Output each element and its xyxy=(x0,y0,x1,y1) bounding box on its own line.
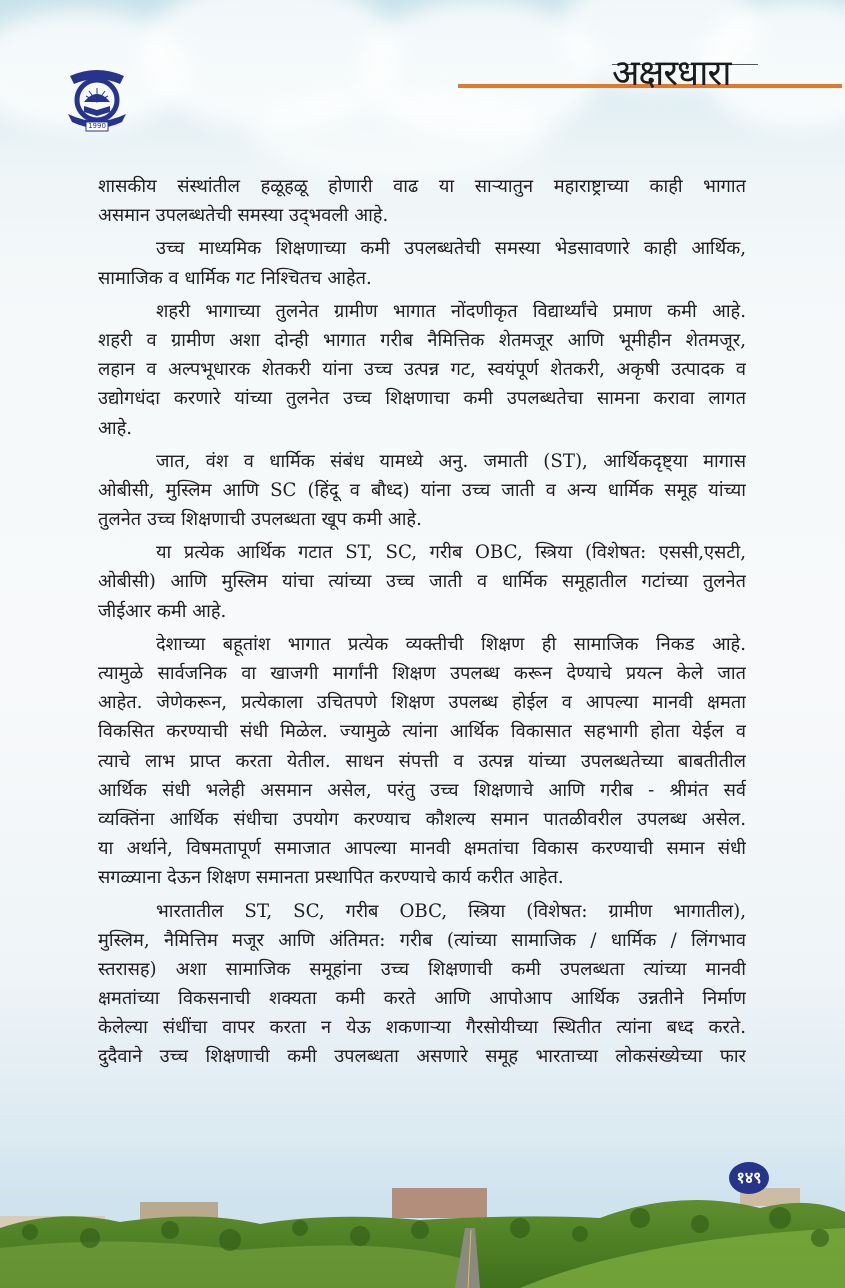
text-line: त्यामुळे सार्वजनिक वा खाजगी मार्गांनी शिक्षण उपलब्ध करून देण्याचे प्रयत्न केले जात xyxy=(98,663,746,684)
paragraph xyxy=(98,234,746,292)
text-line: व्यक्तिंना आर्थिक संधीचा उपयोग करण्याच कौशल्य समान पातळीवरील उपलब्ध असेल. xyxy=(98,808,746,830)
logo-year: 1990 xyxy=(88,122,106,130)
text-line: विकसित करण्याची संधी मिळेल. ज्यामुळे त्यांना आर्थिक विकासात सहभागी होता येईल व xyxy=(98,721,746,743)
text-line: आहे. xyxy=(98,417,133,439)
text-line: या अर्थाने, विषमतापूर्ण समाजात आपल्या मानवी क्षमतांचा विकास करण्याची समान संधी xyxy=(98,838,746,860)
text-line: देशाच्या बहूतांश भागात प्रत्येक व्यक्तीची शिक्षण ही सामाजिक निकड आहे. xyxy=(156,633,746,655)
university-logo xyxy=(62,62,132,134)
header-title: अक्षरधारा xyxy=(612,53,731,94)
text-line: भारतातील ST, SC, गरीब OBC, स्त्रिया (विशेषत: ग्रामीण भागातील), xyxy=(156,900,746,922)
text-line: क्षमतांच्या विकसनाची शक्यता कमी करते आणि आपोआप आर्थिक उन्नतीने निर्माण xyxy=(98,988,746,1010)
text-line: केलेल्या संधींचा वापर करता न येऊ शकणाऱ्या गैरसोयीच्या स्थितीत त्यांना बध्द करते. xyxy=(98,1017,746,1039)
paragraph xyxy=(98,897,746,1072)
text-line: ओबीसी) आणि मुस्लिम यांचा त्यांच्या उच्च जाती व धार्मिक समूहातील गटांच्या तुलनेत xyxy=(98,571,746,593)
paragraph xyxy=(98,538,746,626)
page-number-badge: १४९ xyxy=(729,1162,769,1194)
paragraph xyxy=(98,297,746,443)
paragraph xyxy=(98,630,746,893)
text-line: जात, वंश व धार्मिक संबंध यामध्ये अनु. जमाती (ST), आर्थिकदृष्ट्या मागास xyxy=(156,450,746,472)
text-line: आर्थिक संधी भलेही असमान असेल, परंतु उच्च शिक्षणाचे आणि गरीब - श्रीमंत सर्व xyxy=(98,779,746,801)
text-line: उद्योगधंदा करणारे यांच्या तुलनेत उच्च शिक्षणाचा कमी उपलब्धतेचा सामना करावा लागत xyxy=(98,388,746,410)
text-line: शहरी भागाच्या तुलनेत ग्रामीण भागात नोंदणीकृत विद्यार्थ्यांचे प्रमाण कमी आहे. xyxy=(156,300,746,322)
text-line: तुलनेत उच्च शिक्षणाची उपलब्धता खूप कमी आहे. xyxy=(98,509,422,531)
paragraph xyxy=(98,172,746,230)
campus-landscape-image xyxy=(0,1188,845,1288)
text-line: स्तरासह) अशा सामाजिक समूहांना उच्च शिक्षणाची कमी उपलब्धता त्यांच्या मानवी xyxy=(98,958,746,980)
paragraph xyxy=(98,447,746,535)
text-line: शासकीय संस्थांतील हळूहळू होणारी वाढ या साऱ्यातुन महाराष्ट्राच्या काही भागात xyxy=(98,176,746,197)
text-line: सामाजिक व धार्मिक गट निश्चितच आहेत. xyxy=(98,267,372,289)
text-line: शहरी व ग्रामीण अशा दोन्ही भागात गरीब नैमित्तिक शेतमजूर आणि भूमीहीन शेतमजूर, xyxy=(98,329,746,351)
text-line: जीईआर कमी आहे. xyxy=(98,600,227,622)
text-line: असमान उपलब्धतेची समस्या उद्‌भवली आहे. xyxy=(98,205,389,227)
text-line: त्याचे लाभ प्राप्त करता येतील. साधन संपत्ती व उत्पन्न यांच्या उपलब्धतेच्या बाबतीतील xyxy=(98,750,746,772)
text-line: लहान व अल्पभूधारक शेतकरी यांना उच्च उत्पन्न गट, स्वयंपूर्ण शेतकरी, अकृषी उत्पादक व xyxy=(98,359,746,381)
text-line: आहेत. जेणेकरून, प्रत्येकाला उचितपणे शिक्षण उपलब्ध होईल व आपल्या मानवी क्षमता xyxy=(98,692,746,714)
body-text xyxy=(98,172,746,1072)
text-line: उच्च माध्यमिक शिक्षणाच्या कमी उपलब्धतेची समस्या भेडसावणारे काही आर्थिक, xyxy=(156,238,746,260)
text-line: या प्रत्येक आर्थिक गटात ST, SC, गरीब OBC, स्त्रिया (विशेषत: एससी,एसटी, xyxy=(156,542,746,564)
text-line: दुदैवाने उच्च शिक्षणाची कमी उपलब्धता असणारे समूह भारताच्या लोकसंख्येच्या फार xyxy=(98,1046,746,1068)
text-line: मुस्लिम, नैमित्तिम मजूर आणि अंतिमत: गरीब (त्यांच्या सामाजिक / धार्मिक / लिंगभाव xyxy=(98,929,746,951)
text-line: ओबीसी, मुस्लिम आणि SC (हिंदू व बौध्द) यांना उच्च जाती व अन्य धार्मिक समूह यांच्या xyxy=(98,479,746,501)
text-line: सगळ्याना देऊन शिक्षण समानता प्रस्थापित करण्याचे कार्य करीत आहेत. xyxy=(98,867,564,889)
